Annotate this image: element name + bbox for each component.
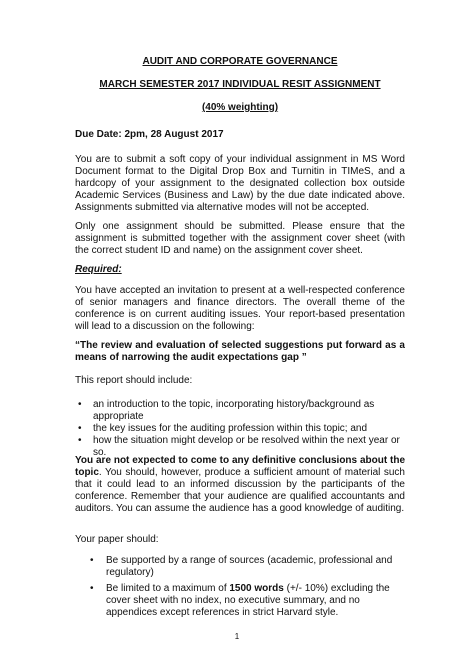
bullet-icon: • <box>78 435 82 446</box>
single-submission-paragraph: Only one assignment should be submitted. Please ensure that the assignment is submitted together with the assignment cover sheet (with the correct student ID and name) on the assignment cover sheet. <box>75 221 405 256</box>
include-intro: This report should include: <box>75 375 193 386</box>
bullet-icon: • <box>90 583 94 594</box>
topic-quote: “The review and evaluation of selected suggestions put forward as a means of narrowing the audit expectations gap ” <box>75 340 405 363</box>
list-item: • Be limited to a maximum of 1500 words (+/- 10%) excluding the cover sheet with no index, no executive summary, and no appendices except references in strict Harvard style. <box>90 583 390 618</box>
page-number: 1 <box>234 632 240 641</box>
document-title: AUDIT AND CORPORATE GOVERNANCE <box>142 56 338 67</box>
paper-intro: Your paper should: <box>75 534 159 545</box>
bullet-icon: • <box>78 399 82 410</box>
bullet-icon: • <box>78 423 82 434</box>
list-item: • the key issues for the auditing profession within this topic; and <box>78 423 368 434</box>
list-item: • how the situation might develop or be resolved within the next year or so. <box>78 435 400 458</box>
submission-paragraph: You are to submit a soft copy of your individual assignment in MS Word Document format to the Digital Drop Box and Turnitin in TIMeS, and a hardcopy of your assignment to the designated collection box outside Academic Services (Business and Law) by the due date indicated above. Assignments submitted via alternative modes will not be accepted. <box>75 154 405 213</box>
bullet-icon: • <box>90 555 94 566</box>
weighting-label: (40% weighting) <box>201 102 279 113</box>
conclusion-note <box>75 455 405 515</box>
invitation-paragraph: You have accepted an invitation to present at a well-respected conference of senior managers and finance directors. The overall theme of the conference is on current auditing issues. Your report-based presentation will lead to a discussion on the following: <box>75 285 405 332</box>
due-date: Due Date: 2pm, 28 August 2017 <box>75 129 224 140</box>
document-subtitle: MARCH SEMESTER 2017 INDIVIDUAL RESIT ASSIGNMENT <box>99 79 381 90</box>
list-item: • Be supported by a range of sources (academic, professional and regulatory) <box>90 555 393 578</box>
conclusion-note-rest: . You should, however, produce a sufficient amount of material such that it could lead to an informed discussion by the participants of the conference. Remember that your audience are qualified accountants and auditors. You can assume the audience has a good knowledge of auditing. <box>75 467 405 514</box>
paper-requirements-list <box>90 555 405 619</box>
list-item: • an introduction to the topic, incorporating history/background as appropriate <box>78 399 375 422</box>
required-heading: Required: <box>75 264 122 275</box>
include-list <box>75 399 405 459</box>
conclusion-note-bold: You are not expected to come to any definitive conclusions about the topic <box>75 455 405 478</box>
